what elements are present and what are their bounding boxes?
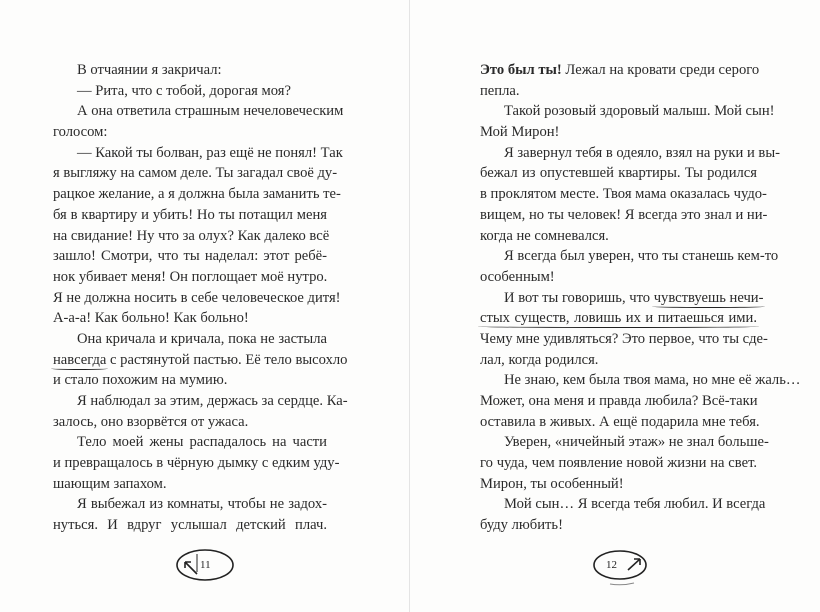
text-line xyxy=(53,163,338,184)
text-line xyxy=(53,308,327,329)
text-line xyxy=(480,288,764,309)
page-number-right xyxy=(590,546,654,595)
text-segment: Я не должна носить в себе человеческое дитя! xyxy=(53,289,341,306)
text-segment: го чуда, чем появление новой жизни на свет. xyxy=(480,455,757,472)
text-segment: нок убивает меня! Он поглощает моё нутро. xyxy=(53,268,328,285)
text-segment: Она кричала и кричала, пока не застыла xyxy=(77,330,327,347)
text-line xyxy=(53,391,348,412)
page-number-left xyxy=(173,546,237,591)
text-segment: В отчаянии я закричал: xyxy=(77,62,222,78)
text-line xyxy=(480,432,769,453)
text-segment: рацкое желание, а я должна была заманить те- xyxy=(53,186,341,203)
text-line xyxy=(480,122,757,143)
text-line xyxy=(53,432,327,453)
text-line xyxy=(53,515,327,536)
text-segment: А она ответила страшным нечеловеческим xyxy=(77,103,344,120)
text-segment: пепла. xyxy=(480,82,520,99)
text-line xyxy=(53,122,327,143)
text-line xyxy=(480,329,768,350)
text-segment: Я всегда был уверен, что ты станешь кем-то xyxy=(504,248,779,265)
text-line xyxy=(53,246,327,267)
text-line xyxy=(480,205,768,226)
text-segment: — Рита, что с тобой, дорогая моя? xyxy=(77,82,291,99)
hand-drawn-circle-arrow-icon xyxy=(590,546,654,590)
text-segment: нуться. И вдруг услышал детский плач. xyxy=(53,517,327,534)
text-line xyxy=(53,370,327,391)
page-number-text: 12 xyxy=(606,559,617,571)
text-line xyxy=(53,267,327,288)
text-segment: зашло! Смотри, что ты наделал: этот ребё- xyxy=(53,248,327,265)
text-line xyxy=(480,267,757,288)
text-segment: в проклятом месте. Твоя мама оказалась чудо- xyxy=(480,186,767,203)
text-segment: когда не сомневался. xyxy=(480,227,609,244)
text-line xyxy=(53,184,341,205)
text-line xyxy=(480,308,757,329)
text-segment: А-а-а! Как больно! Как больно! xyxy=(53,310,249,327)
text-line xyxy=(480,515,757,536)
underlined-text: стых существ, ловишь их и питаешься ими. xyxy=(480,310,757,327)
text-segment: И вот ты говоришь, что xyxy=(504,289,654,306)
text-line xyxy=(53,412,327,433)
text-line xyxy=(480,143,780,164)
text-segment: Уверен, «ничейный этаж» не знал большe- xyxy=(504,434,769,451)
text-segment: бя в квартиру и убить! Но ты потащил меня xyxy=(53,206,327,223)
text-segment: особенным! xyxy=(480,268,555,285)
text-segment: — Какой ты болван, раз ещё не понял! Так xyxy=(77,144,343,161)
underlined-text: навсегда xyxy=(53,351,107,368)
text-segment: голосом: xyxy=(53,124,108,141)
text-segment: лал, когда родился. xyxy=(480,351,599,368)
text-line xyxy=(480,453,757,474)
text-segment: Может, она меня и правда любила? Всё-таки xyxy=(480,393,758,409)
text-segment: с растянутой пастью. Её тело высохло xyxy=(106,351,348,368)
text-segment: Лежал на кровати среди серого xyxy=(561,62,760,78)
text-line xyxy=(53,494,327,515)
page-number-text: 11 xyxy=(200,559,211,571)
text-line xyxy=(480,370,801,391)
text-line xyxy=(480,81,757,102)
right-page-text xyxy=(480,60,801,536)
text-line xyxy=(53,226,330,247)
text-segment: вищем, но ты человек! Я всегда это знал и ни- xyxy=(480,206,768,223)
text-segment: бежал из опустевшей квартиры. Ты родился xyxy=(480,165,757,182)
text-line xyxy=(480,412,760,433)
text-segment: буду любить! xyxy=(480,517,563,534)
text-line xyxy=(53,81,327,102)
text-line xyxy=(53,474,327,495)
text-line xyxy=(480,163,757,184)
bold-text: Это был ты! xyxy=(480,62,562,78)
text-line xyxy=(480,246,779,267)
text-segment: и стало похожим на мумию. xyxy=(53,372,228,389)
text-line xyxy=(53,101,344,122)
text-line xyxy=(53,143,343,164)
text-line xyxy=(53,205,327,226)
hand-drawn-circle-arrow-icon xyxy=(173,546,237,586)
text-segment: Такой розовый здоровый малыш. Мой сын! xyxy=(504,103,775,120)
text-segment: Я наблюдал за этим, держась за сердце. Ка- xyxy=(77,393,348,409)
text-line xyxy=(480,226,757,247)
text-line xyxy=(53,60,327,81)
text-segment: Чему мне удивляться? Это первое, что ты сде- xyxy=(480,330,768,347)
text-segment: Я завернул тебя в одеяло, взял на руки и вы- xyxy=(504,144,780,161)
text-line xyxy=(480,391,757,412)
left-page-text xyxy=(53,60,348,536)
text-line xyxy=(53,453,340,474)
text-segment: на свидание! Ну что за олух? Как далеко всё xyxy=(53,227,330,244)
text-line xyxy=(53,288,341,309)
text-segment: оставила в живых. А ещё подарила мне тебя. xyxy=(480,413,760,430)
text-line xyxy=(480,474,757,495)
text-line xyxy=(53,329,327,350)
right-page xyxy=(410,0,820,612)
text-segment: Мой Мирон! xyxy=(480,124,560,141)
text-line xyxy=(480,184,767,205)
text-line xyxy=(480,60,760,81)
text-segment: залось, оно взорвётся от ужаса. xyxy=(53,413,249,430)
text-line xyxy=(480,494,766,515)
text-segment: Я выбежал из комнаты, чтобы не задох- xyxy=(77,496,327,513)
text-line xyxy=(480,101,775,122)
text-segment: я выгляжу на самом деле. Ты загадал своё ду- xyxy=(53,165,338,182)
text-segment: и превращалось в чёрную дымку с едким уду- xyxy=(53,455,340,472)
text-segment: Не знаю, кем была твоя мама, но мне её жаль… xyxy=(504,372,801,389)
text-segment: Тело моей жены распадалось на части xyxy=(77,434,327,451)
text-segment: Мой сын… Я всегда тебя любил. И всегда xyxy=(504,496,766,513)
text-line xyxy=(53,350,348,371)
text-line xyxy=(480,350,757,371)
underlined-text: чувствуешь нечи- xyxy=(653,289,764,306)
text-segment: Мирон, ты особенный! xyxy=(480,475,624,492)
text-segment: шающим запахом. xyxy=(53,475,167,492)
